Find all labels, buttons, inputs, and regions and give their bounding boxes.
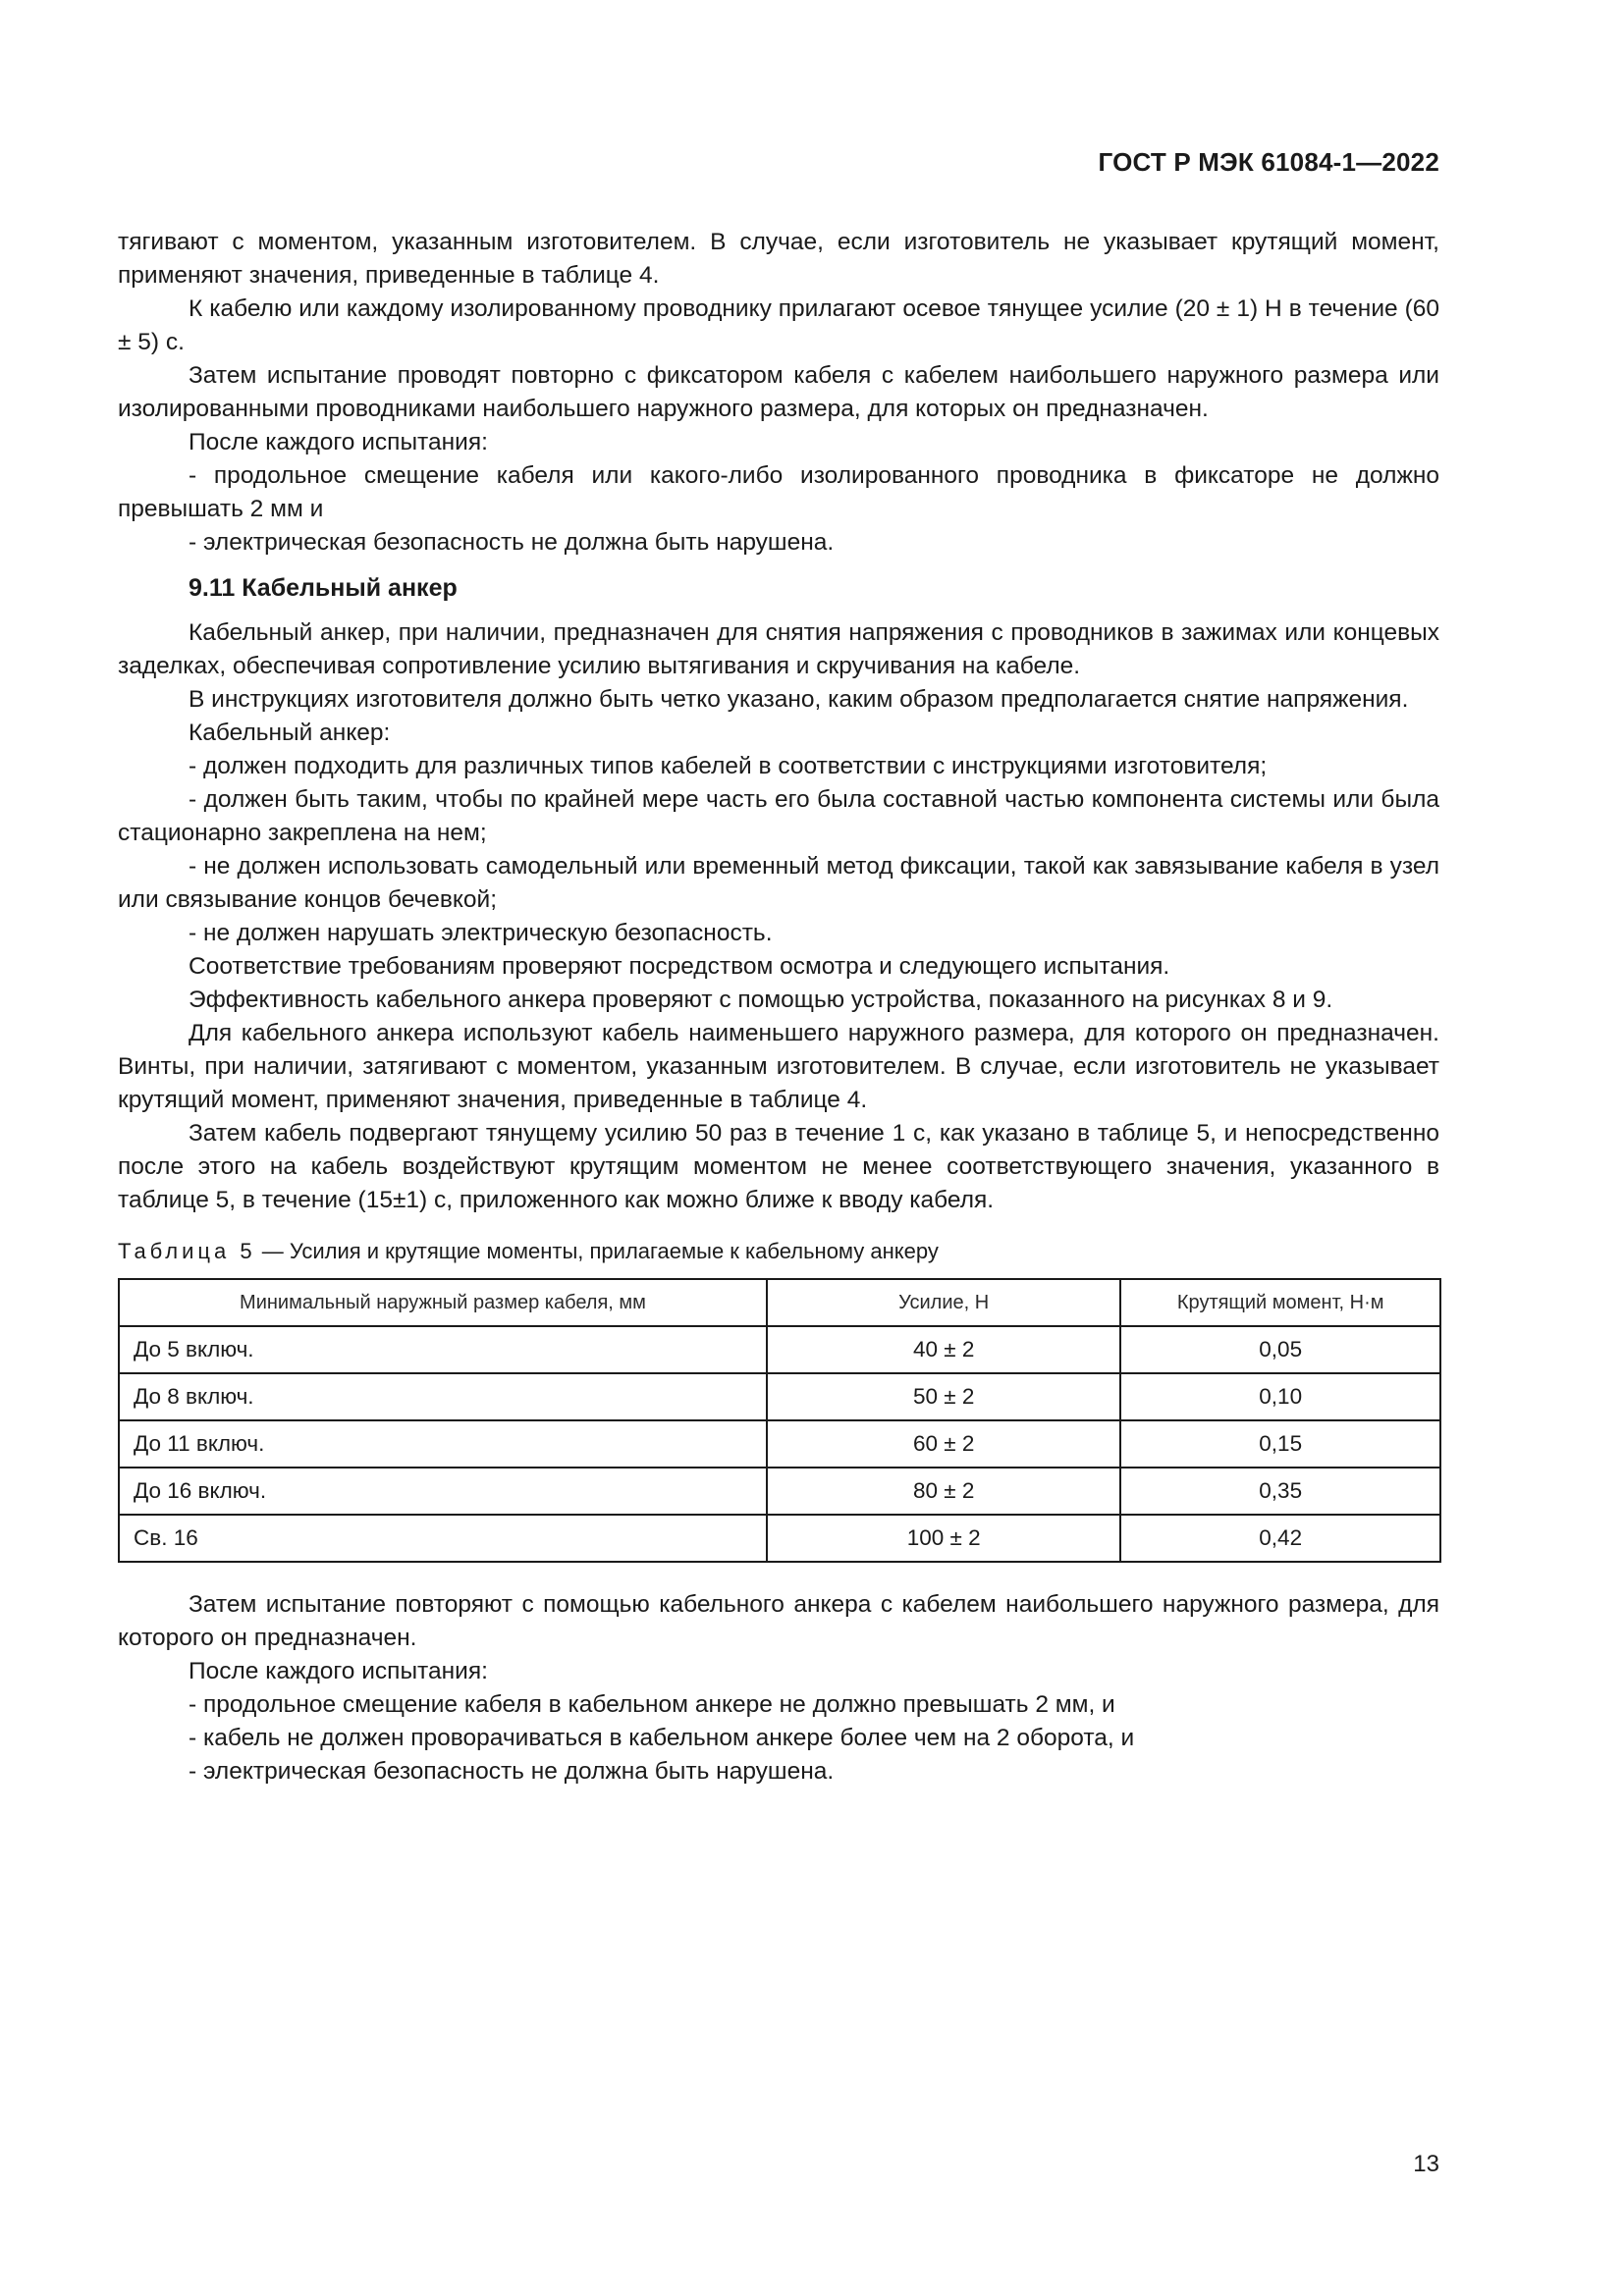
list-item: - не должен использовать самодельный или временный метод фиксации, такой как завязывание кабеля в узел или связывание концов бечевкой; [118,853,1439,913]
list-item: - продольное смещение кабеля в кабельном анкере не должно превышать 2 мм, и [189,1691,1115,1718]
table-cell: 0,35 [1120,1468,1440,1515]
table-cell: 60 ± 2 [767,1420,1120,1468]
paragraph: Для кабельного анкера используют кабель наименьшего наружного размера, для которого он предназначен. Винты, при наличии, затягивают с моментом, указанным изготовителем. В случае, если изготовитель не указывает крутящий момент, применяют значения, приведенные в таблице 4. [118,1020,1439,1113]
table-cell: До 5 включ. [119,1326,767,1373]
paragraph: Кабельный анкер: [189,720,391,746]
forces-table [118,1278,1441,1563]
table-header-cell: Минимальный наружный размер кабеля, мм [119,1279,767,1326]
table-cell: 0,05 [1120,1326,1440,1373]
paragraph: Затем кабель подвергают тянущему усилию 50 раз в течение 1 с, как указано в таблице 5, и непосредственно после этого на кабель воздействуют крутящим моментом не менее соответствующего значения, указанного в таблице 5, в течение (15±1) с, приложенного как можно ближе к вводу кабеля. [118,1120,1439,1213]
paragraph: Соответствие требованиям проверяют посредством осмотра и следующего испытания. [189,953,1170,980]
table-cell: До 11 включ. [119,1420,767,1468]
paragraph: Кабельный анкер, при наличии, предназначен для снятия напряжения с проводников в зажимах или концевых заделках, обеспечивая сопротивление усилию вытягивания и скручивания на кабеле. [118,619,1439,679]
page-number: 13 [1413,2151,1439,2177]
section-paragraphs [118,616,1439,1217]
section-title: 9.11 Кабельный анкер [189,574,458,602]
list-item: - не должен нарушать электрическую безопасность. [189,920,773,946]
table-caption-label: Таблица 5 [118,1239,256,1263]
list-item: - электрическая безопасность не должна быть нарушена. [189,529,835,556]
list-item: - кабель не должен проворачиваться в кабельном анкере более чем на 2 оборота, и [189,1725,1135,1751]
table-cell: 80 ± 2 [767,1468,1120,1515]
top-paragraphs [118,226,1439,560]
paragraph: Затем испытание повторяют с помощью кабельного анкера с кабелем наибольшего наружного размера, для которого он предназначен. [118,1591,1439,1651]
paragraph: После каждого испытания: [189,1658,488,1684]
table-cell: 0,42 [1120,1515,1440,1562]
table-cell: 0,15 [1120,1420,1440,1468]
table-row [119,1420,1440,1468]
table-cell: 50 ± 2 [767,1373,1120,1420]
table-row [119,1326,1440,1373]
table-header-row [119,1279,1440,1326]
paragraph: Затем испытание проводят повторно с фиксатором кабеля с кабелем наибольшего наружного размера или изолированными проводниками наибольшего наружного размера, для которых он предназначен. [118,362,1439,422]
table-cell: 0,10 [1120,1373,1440,1420]
table-row [119,1468,1440,1515]
list-item: - продольное смещение кабеля или какого-либо изолированного проводника в фиксаторе не должно превышать 2 мм и [118,462,1439,522]
paragraph: тягивают с моментом, указанным изготовителем. В случае, если изготовитель не указывает крутящий момент, применяют значения, приведенные в таблице 4. [118,229,1439,289]
table-caption [118,1235,1439,1268]
list-item: - должен подходить для различных типов кабелей в соответствии с инструкциями изготовителя; [189,753,1268,779]
table-row [119,1373,1440,1420]
table-cell: Св. 16 [119,1515,767,1562]
table-cell: 100 ± 2 [767,1515,1120,1562]
standard-header: ГОСТ Р МЭК 61084-1—2022 [1098,147,1439,177]
table-caption-text: — Усилия и крутящие моменты, прилагаемые к кабельному анкеру [255,1239,939,1263]
list-item: - должен быть таким, чтобы по крайней мере часть его была составной частью компонента системы или была стационарно закреплена на нем; [118,786,1439,846]
paragraph: Эффективность кабельного анкера проверяют с помощью устройства, показанного на рисунках 8 и 9. [189,987,1333,1013]
paragraph: К кабелю или каждому изолированному проводнику прилагают осевое тянущее усилие (20 ± 1) Н в течение (60 ± 5) с. [118,295,1439,355]
table-row [119,1515,1440,1562]
table-cell: До 8 включ. [119,1373,767,1420]
table-cell: До 16 включ. [119,1468,767,1515]
table-cell: 40 ± 2 [767,1326,1120,1373]
table-header-cell: Крутящий момент, Н·м [1120,1279,1440,1326]
page-content [118,226,1439,1789]
paragraph: В инструкциях изготовителя должно быть четко указано, каким образом предполагается снятие напряжения. [189,686,1409,713]
list-item: - электрическая безопасность не должна быть нарушена. [189,1758,835,1785]
table-header-cell: Усилие, Н [767,1279,1120,1326]
paragraph: После каждого испытания: [189,429,488,455]
bottom-paragraphs [118,1588,1439,1789]
